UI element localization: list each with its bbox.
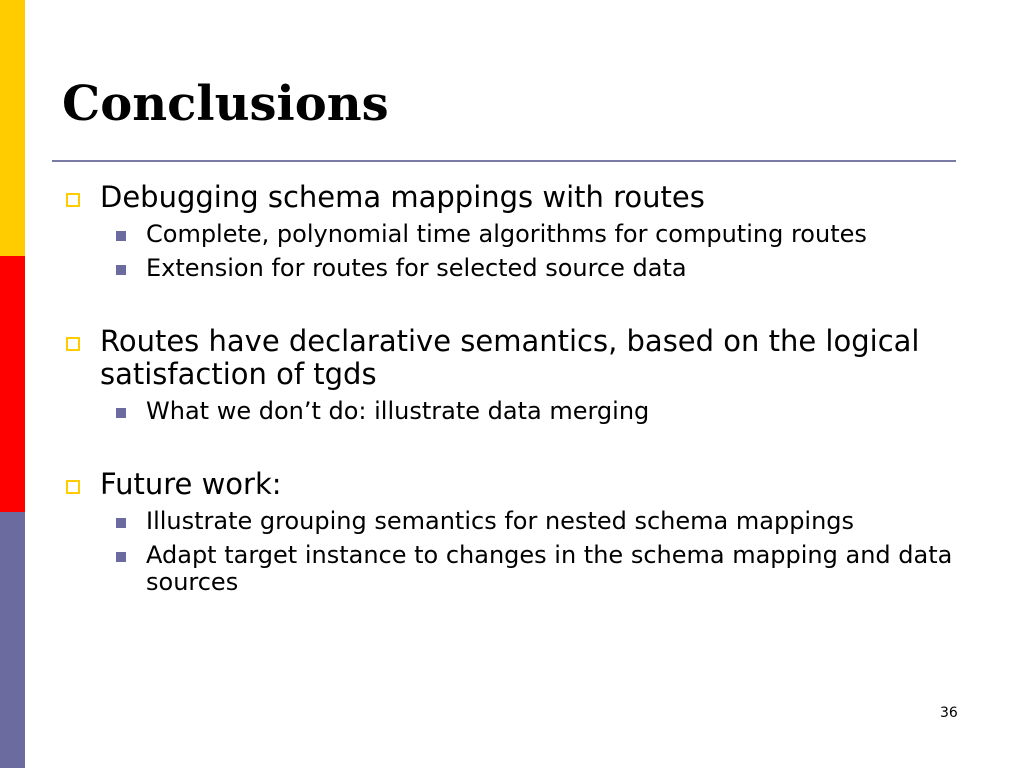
side-bar-red-segment bbox=[0, 256, 25, 512]
sub-bullet-list bbox=[100, 221, 962, 282]
side-bar-blue-segment bbox=[0, 512, 25, 768]
sub-bullet-item bbox=[100, 542, 962, 596]
sub-bullet-list bbox=[100, 508, 962, 596]
sub-bullet-item bbox=[100, 508, 962, 535]
bullet-item bbox=[62, 468, 962, 596]
filled-square-bullet-icon bbox=[116, 265, 126, 275]
title-divider bbox=[52, 160, 956, 162]
bullet-text: Future work: bbox=[100, 467, 282, 501]
sub-bullet-text: Adapt target instance to changes in the schema mapping and data sources bbox=[146, 541, 953, 596]
hollow-square-bullet-icon bbox=[66, 193, 80, 207]
sub-bullet-text: Extension for routes for selected source data bbox=[146, 254, 687, 282]
page-number: 36 bbox=[940, 705, 958, 721]
sub-bullet-text: Complete, polynomial time algorithms for computing routes bbox=[146, 220, 867, 248]
filled-square-bullet-icon bbox=[116, 518, 126, 528]
sub-bullet-text: Illustrate grouping semantics for nested schema mappings bbox=[146, 507, 855, 535]
hollow-square-bullet-icon bbox=[66, 480, 80, 494]
sub-bullet-text: What we don’t do: illustrate data merging bbox=[146, 397, 650, 425]
slide-title: Conclusions bbox=[62, 76, 389, 132]
sub-bullet-item bbox=[100, 221, 962, 248]
bullet-item bbox=[62, 181, 962, 282]
bullet-text: Debugging schema mappings with routes bbox=[100, 180, 705, 214]
sub-bullet-list bbox=[100, 398, 962, 425]
bullet-text: Routes have declarative semantics, based on the logical satisfaction of tgds bbox=[100, 324, 920, 391]
filled-square-bullet-icon bbox=[116, 552, 126, 562]
filled-square-bullet-icon bbox=[116, 408, 126, 418]
sub-bullet-item bbox=[100, 255, 962, 282]
filled-square-bullet-icon bbox=[116, 231, 126, 241]
side-bar-yellow-segment bbox=[0, 0, 25, 256]
hollow-square-bullet-icon bbox=[66, 337, 80, 351]
bullet-item bbox=[62, 325, 962, 425]
side-color-bar bbox=[0, 0, 25, 768]
bullet-list bbox=[62, 181, 962, 596]
sub-bullet-item bbox=[100, 398, 962, 425]
